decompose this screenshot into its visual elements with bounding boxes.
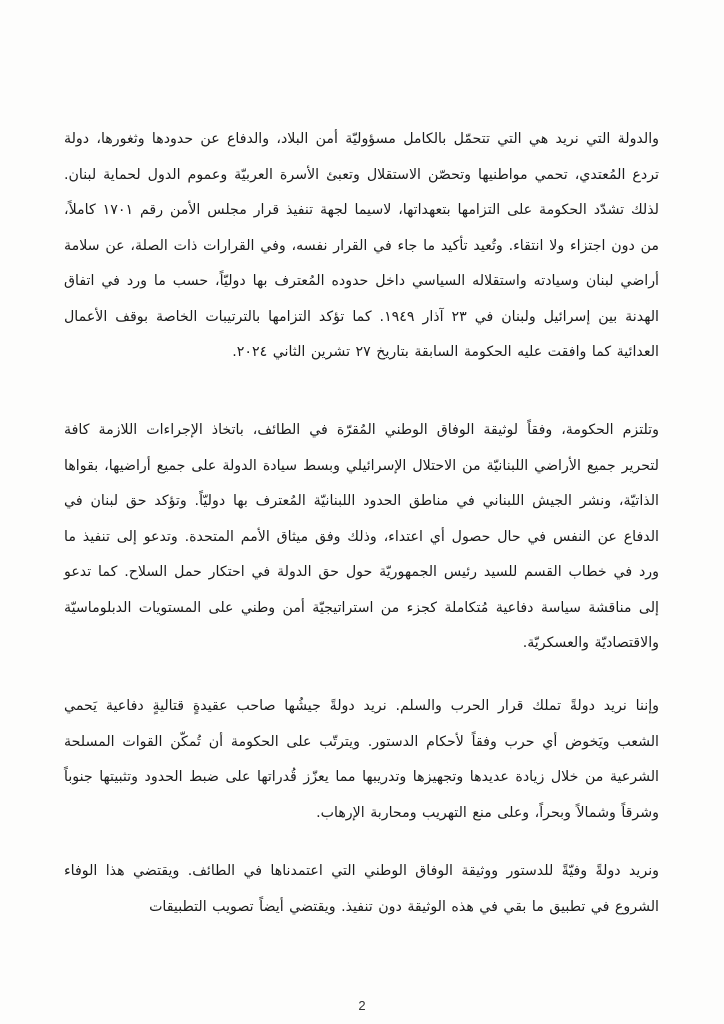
paragraph-war-peace-decision: وإننا نريد دولةً تملك قرار الحرب والسلم. نريد دولةً جيشُها صاحب عقيدةٍ قتاليةٍ دفاعية يَحمي الشعب ويَخوض أي حرب وفقاً لأحكام الدستور. ويترتّب على الحكومة أن تُمكّن القوات المسلحة الشرعية من خلال زيادة عديدها وتجهيزها وتدريبها مما يعزّز قُدراتها على ضبط الحدود وتثبيتها جنوباً وشرقاً وشمالاً وبحراً، وعلى منع التهريب ومحاربة الإرهاب. — [64, 698, 659, 821]
paragraph-constitution-loyalty: ونريد دولةً وفيّةً للدستور ووثيقة الوفاق الوطني التي اعتمدناها في الطائف. ويقتضي هذا الوفاء الشروع في تطبيق ما بقي في هذه الوثيقة دون تنفيذ. ويقتضي أيضاً تصويب التطبيقات — [64, 863, 659, 915]
paragraph-taif-commitment: وتلتزم الحكومة، وفقاً لوثيقة الوفاق الوطني المُقرّة في الطائف، باتخاذ الإجراءات اللازمة كافة لتحرير جميع الأراضي اللبنانيّة من الاحتلال الإسرائيلي وبسط سيادة الدولة على جميع أراضيها، بقواها الذاتيّة، ونشر الجيش اللبناني في مناطق الحدود اللبنانيّة المُعترف بها دوليّاً. وتؤكد حق لبنان في الدفاع عن النفس في حال حصول أي اعتداء، وذلك وفق ميثاق الأمم المتحدة. وتدعو إلى تنفيذ ما ورد في خطاب القسم للسيد رئيس الجمهوريّة حول حق الدولة في احتكار حمل السلاح. كما تدعو إلى مناقشة سياسة دفاعية مُتكاملة كجزء من استراتيجيّة أمن وطني على المستويات الدبلوماسيّة والاقتصاديّة والعسكريّة. — [64, 422, 659, 651]
page-number: 2 — [358, 998, 366, 1013]
paragraph-state-security: والدولة التي نريد هي التي تتحمّل بالكامل مسؤوليّة أمن البلاد، والدفاع عن حدودها وثغورها، دولة تردع المُعتدي، تحمي مواطنيها وتحصّن الاستقلال وتعبئ الأسرة العربيّة وعموم الدول لحماية لبنان. لذلك تشدّد الحكومة على التزامها بتعهداتها، لاسيما لجهة تنفيذ قرار مجلس الأمن رقم ١٧٠١ كاملاً، من دون اجتزاء ولا انتقاء. وتُعيد تأكيد ما جاء في القرار نفسه، وفي القرارات ذات الصلة، عن سلامة أراضي لبنان وسيادته واستقلاله السياسي داخل حدوده المُعترف بها دوليّاً، حسب ما ورد في اتفاق الهدنة بين إسرائيل ولبنان في ٢٣ آذار ١٩٤٩. كما تؤكد التزامها بالترتيبات الخاصة بوقف الأعمال العدائية كما وافقت عليه الحكومة السابقة بتاريخ ٢٧ تشرين الثاني ٢٠٢٤. — [64, 131, 659, 360]
